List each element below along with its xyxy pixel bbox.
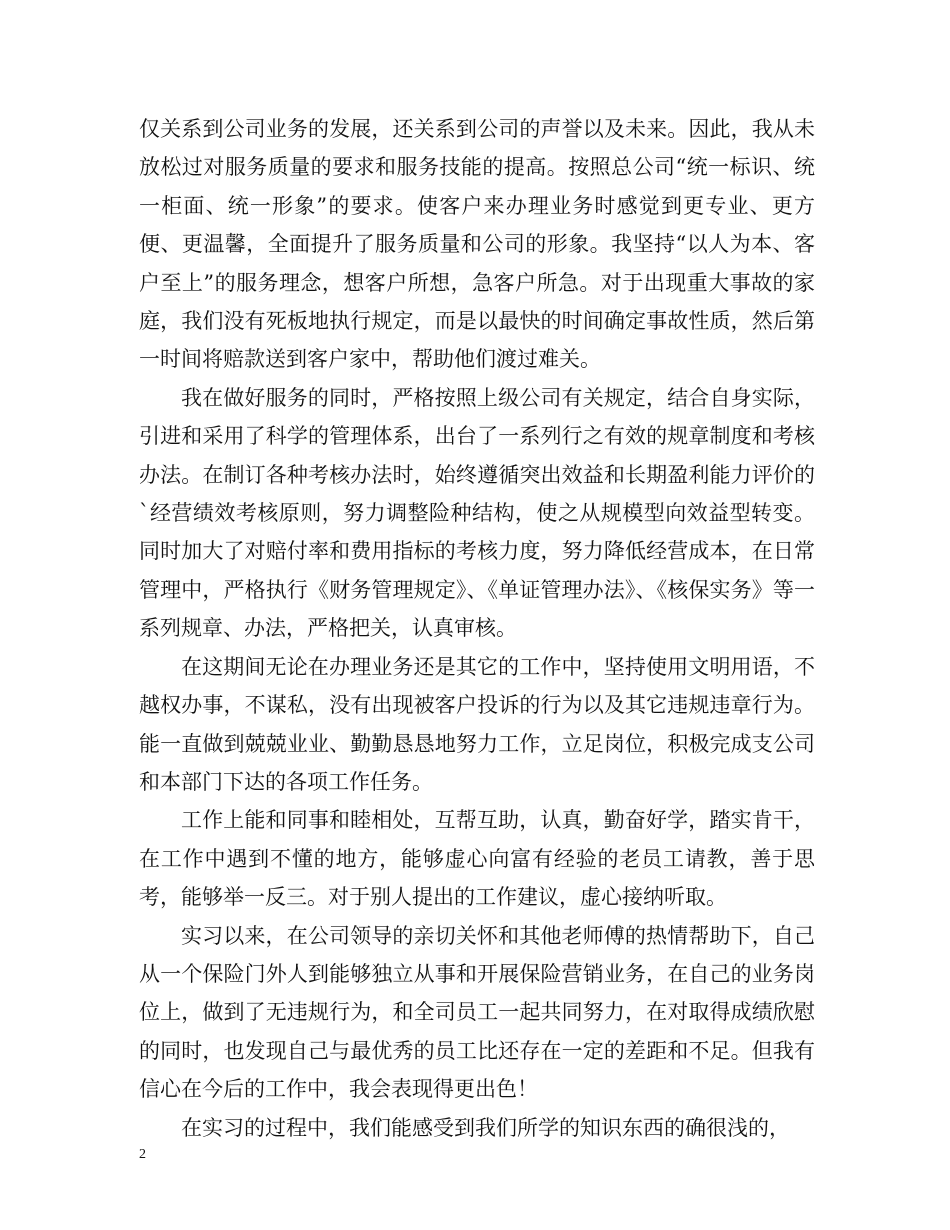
page-number: 2	[139, 1147, 146, 1162]
paragraph-2: 我在做好服务的同时，严格按照上级公司有关规定，结合自身实际，引进和采用了科学的管理体系，出台了一系列行之有效的规章制度和考核办法。在制订各种考核办法时，始终遵循突出效益和长期盈利能力评价的`经营绩效考核原则，努力调整险种结构，使之从规模型向效益型转变。同时加大了对赔付率和费用指标的考核力度，努力降低经营成本，在日常管理中，严格执行《财务管理规定》、《单证管理办法》、《核保实务》等一系列规章、办法，严格把关，认真审核。	[139, 385, 815, 641]
paragraph-6: 在实习的过程中，我们能感受到我们所学的知识东西的确很浅的，	[181, 1115, 790, 1140]
paragraph-4: 工作上能和同事和睦相处，互帮互助，认真，勤奋好学，踏实肯干，在工作中遇到不懂的地方，能够虚心向富有经验的老员工请教，善于思考，能够举一反三。对于别人提出的工作建议，虚心接纳听取。	[139, 808, 815, 910]
paragraph-1: 仅关系到公司业务的发展，还关系到公司的声誉以及未来。因此，我从未放松过对服务质量的要求和服务技能的提高。按照总公司“统一标识、统一柜面、统一形象”的要求。使客户来办理业务时感觉到更专业、更方便、更温馨，全面提升了服务质量和公司的形象。我坚持“以人为本、客户至上”的服务理念，想客户所想，急客户所急。对于出现重大事故的家庭，我们没有死板地执行规定，而是以最快的时间确定事故性质，然后第一时间将赔款送到客户家中，帮助他们渡过难关。	[139, 117, 815, 372]
body-text	[139, 110, 815, 1147]
paragraph-5: 实习以来，在公司领导的亲切关怀和其他老师傅的热情帮助下，自己从一个保险门外人到能够独立从事和开展保险营销业务，在自己的业务岗位上，做到了无违规行为，和全司员工一起共同努力，在对取得成绩欣慰的同时，也发现自己与最优秀的员工比还存在一定的差距和不足。但我有信心在今后的工作中，我会表现得更出色！	[139, 923, 815, 1102]
paragraph-3: 在这期间无论在办理业务还是其它的工作中，坚持使用文明用语，不越权办事，不谋私，没有出现被客户投诉的行为以及其它违规违章行为。能一直做到兢兢业业、勤勤恳恳地努力工作，立足岗位，积极完成支公司和本部门下达的各项工作任务。	[139, 654, 815, 794]
